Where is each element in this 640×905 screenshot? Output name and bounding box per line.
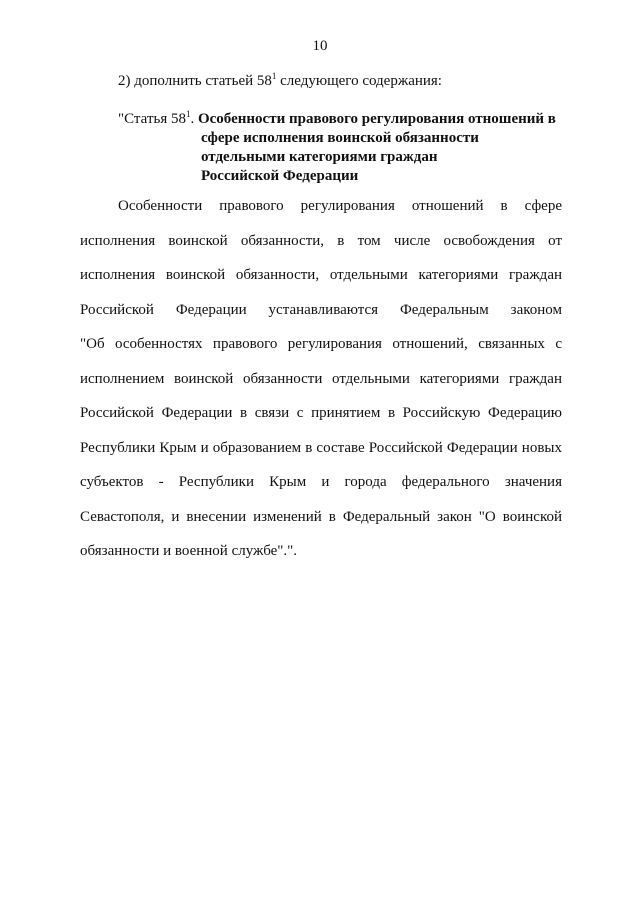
article-prefix bbox=[118, 111, 198, 127]
body-line: обязанности и военной службе".". bbox=[80, 543, 298, 559]
body-line: субъектов - Республики Крым и города федерального значения bbox=[80, 474, 562, 490]
body-line: исполнения воинской обязанности, отдельными категориями граждан bbox=[80, 267, 562, 283]
article-prefix-superscript: 1 bbox=[185, 109, 191, 119]
article-title-line: Российской Федерации bbox=[201, 168, 359, 184]
article-heading bbox=[118, 110, 556, 186]
body-line: Севастополя, и внесении изменений в Федеральный закон "О воинской bbox=[80, 508, 562, 525]
article-title-line: отдельными категориями граждан bbox=[201, 149, 438, 165]
body-line: Российской Федерации устанавливаются Федеральным законом bbox=[80, 301, 562, 318]
article-prefix-before: "Статья 58 bbox=[118, 111, 186, 127]
article-prefix-after: . bbox=[190, 111, 198, 127]
page-number: 10 bbox=[312, 38, 328, 54]
article-body bbox=[80, 196, 562, 576]
body-line: исполнения воинской обязанности, в том числе освобождения от bbox=[80, 232, 562, 249]
intro-text-before: 2) дополнить статьей 58 bbox=[118, 73, 272, 89]
intro-superscript: 1 bbox=[271, 71, 277, 81]
article-title-line: сфере исполнения воинской обязанности bbox=[201, 130, 479, 146]
amendment-intro bbox=[118, 73, 442, 90]
article-title-line: Особенности правового регулирования отношений в bbox=[197, 111, 556, 127]
body-line: Республики Крым и образованием в составе Российской Федерации новых bbox=[80, 439, 562, 456]
body-line: Российской Федерации в связи с принятием в Российскую Федерацию bbox=[80, 405, 562, 421]
body-line: "Об особенностях правового регулирования отношений, связанных с bbox=[80, 336, 562, 352]
body-line: исполнением воинской обязанности отдельными категориями граждан bbox=[80, 370, 562, 387]
intro-text-after: следующего содержания: bbox=[276, 73, 442, 89]
body-line: Особенности правового регулирования отношений в сфере bbox=[118, 198, 562, 214]
